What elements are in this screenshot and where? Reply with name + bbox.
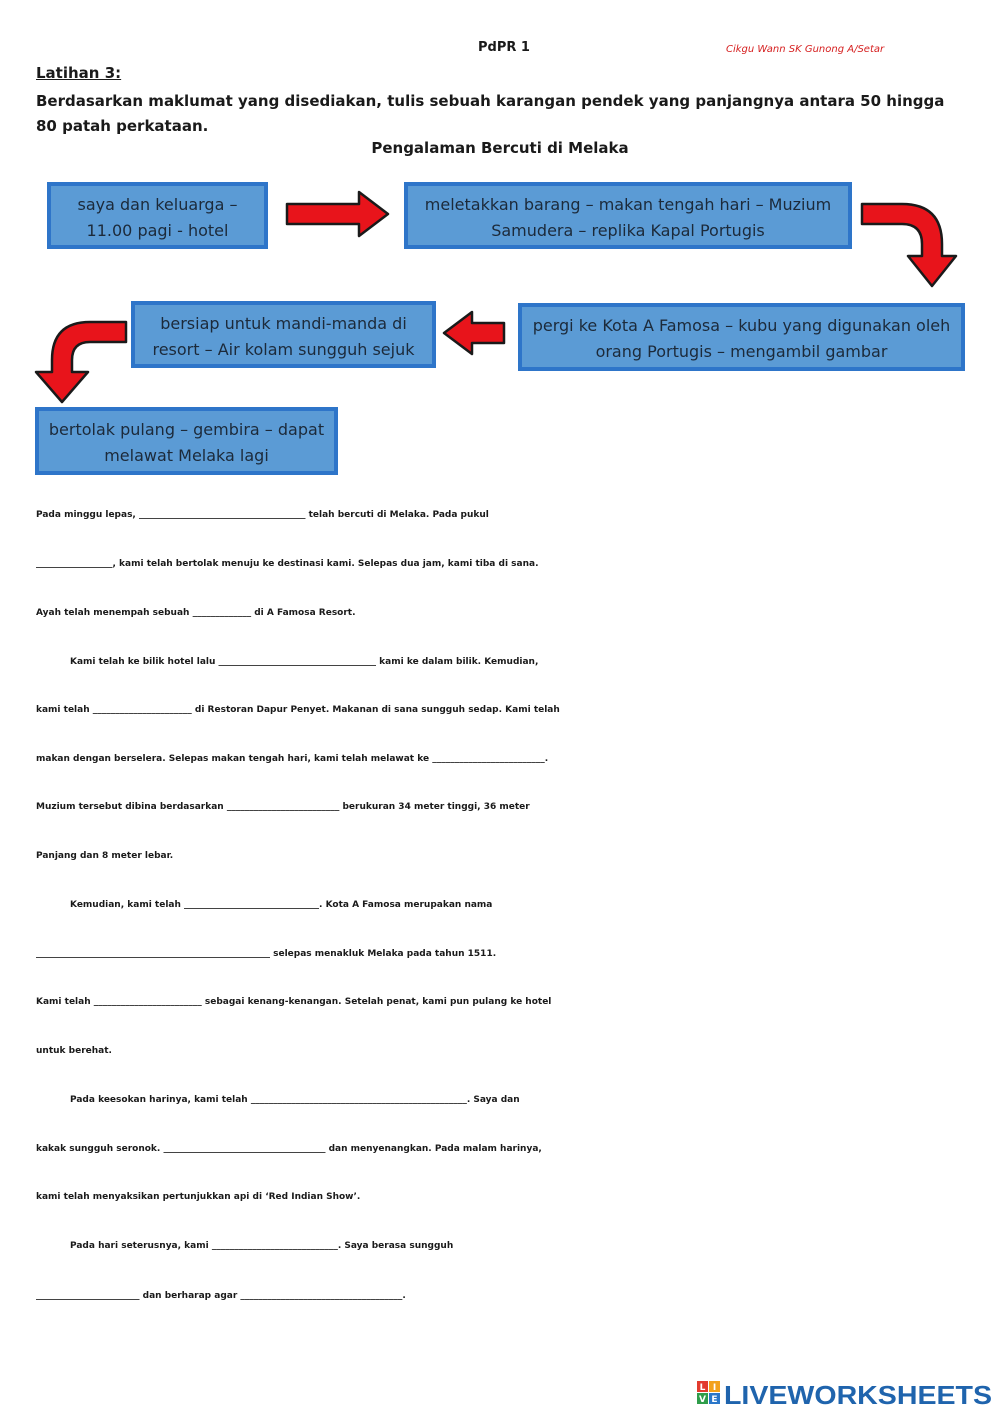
flow-box-1-line-1: saya dan keluarga –: [77, 195, 238, 214]
essay-line-17: _______________________ dan berharap agar ____________________________________.: [36, 1291, 406, 1301]
essay-line-16: Pada hari seterusnya, kami ____________________________. Saya berasa sungguh: [70, 1241, 454, 1251]
flow-box-4-line-2: resort – Air kolam sungguh sejuk: [152, 340, 415, 359]
flow-box-4-line-1: bersiap untuk mandi-manda di: [160, 314, 407, 333]
essay-line-3: Ayah telah menempah sebuah _____________ di A Famosa Resort.: [36, 608, 356, 618]
svg-text:L: L: [699, 1383, 706, 1393]
essay-line-8: Panjang dan 8 meter lebar.: [36, 851, 174, 861]
essay-line-1: Pada minggu lepas, _____________________________________ telah bercuti di Melaka. Pada pukul: [36, 510, 489, 520]
flow-box-5: [35, 407, 338, 475]
essay-line-14: kakak sungguh seronok. ____________________________________ dan menyenangkan. Pada malam harinya,: [36, 1144, 542, 1154]
page-title: PdPR 1: [478, 40, 530, 55]
flow-box-3-line-1: pergi ke Kota A Famosa – kubu yang digunakan oleh: [532, 316, 951, 335]
flow-box-1-line-2: 11.00 pagi - hotel: [86, 221, 229, 240]
flow-box-3-line-2: orang Portugis – mengambil gambar: [595, 342, 888, 361]
essay-line-5: kami telah ______________________ di Restoran Dapur Penyet. Makanan di sana sungguh sedap. Kami telah: [36, 705, 560, 715]
flow-box-5-line-1: bertolak pulang – gembira – dapat: [48, 420, 325, 439]
flow-box-5-line-2: melawat Melaka lagi: [104, 446, 269, 465]
arrow-right-icon: [284, 189, 392, 239]
essay-line-9: Kemudian, kami telah ______________________________. Kota A Famosa merupakan nama: [70, 900, 493, 910]
watermark-text: LIVEWORKSHEETS: [724, 1380, 992, 1410]
svg-text:I: I: [712, 1383, 717, 1393]
curved-arrow-down-icon: [858, 198, 962, 292]
essay-line-10: ____________________________________________________ selepas menakluk Melaka pada tahun 1511.: [36, 949, 497, 959]
exercise-label: Latihan 3:: [36, 64, 122, 82]
flow-box-1: [47, 182, 268, 249]
liveworksheets-logo: [696, 1378, 996, 1410]
svg-text:E: E: [711, 1395, 718, 1405]
essay-line-7: Muzium tersebut dibina berdasarkan _________________________ berukuran 34 meter tinggi, 36 meter: [36, 802, 530, 812]
essay-line-15: kami telah menyaksikan pertunjukkan api di ‘Red Indian Show’.: [36, 1192, 361, 1202]
flow-box-2-line-1: meletakkan barang – makan tengah hari – Muzium: [424, 195, 832, 214]
svg-text:V: V: [699, 1395, 706, 1405]
essay-line-6: makan dengan berselera. Selepas makan tengah hari, kami telah melawat ke _________________________.: [36, 754, 549, 764]
teacher-credit: Cikgu Wann SK Gunong A/Setar: [726, 44, 885, 55]
arrow-left-icon: [440, 309, 508, 357]
flow-box-2-line-2: Samudera – replika Kapal Portugis: [491, 221, 765, 240]
essay-line-12: untuk berehat.: [36, 1046, 112, 1056]
essay-line-4: Kami telah ke bilik hotel lalu ___________________________________ kami ke dalam bilik. Kemudian,: [70, 657, 539, 667]
essay-line-11: Kami telah ________________________ sebagai kenang-kenangan. Setelah penat, kami pun pulang ke hotel: [36, 997, 552, 1007]
flow-box-4: [131, 301, 436, 368]
flow-box-2: [404, 182, 852, 249]
essay-line-13: Pada keesokan harinya, kami telah ________________________________________________. Saya dan: [70, 1095, 520, 1105]
essay-line-2: _________________, kami telah bertolak menuju ke destinasi kami. Selepas dua jam, kami tiba di sana.: [36, 559, 539, 569]
flow-box-3: [518, 303, 965, 371]
exercise-instruction: Berdasarkan maklumat yang disediakan, tulis sebuah karangan pendek yang panjangnya antara 50 hingga 80 patah perkataan.: [36, 92, 945, 135]
curved-arrow-down-left-icon: [30, 316, 130, 406]
essay-topic: Pengalaman Bercuti di Melaka: [371, 139, 629, 157]
